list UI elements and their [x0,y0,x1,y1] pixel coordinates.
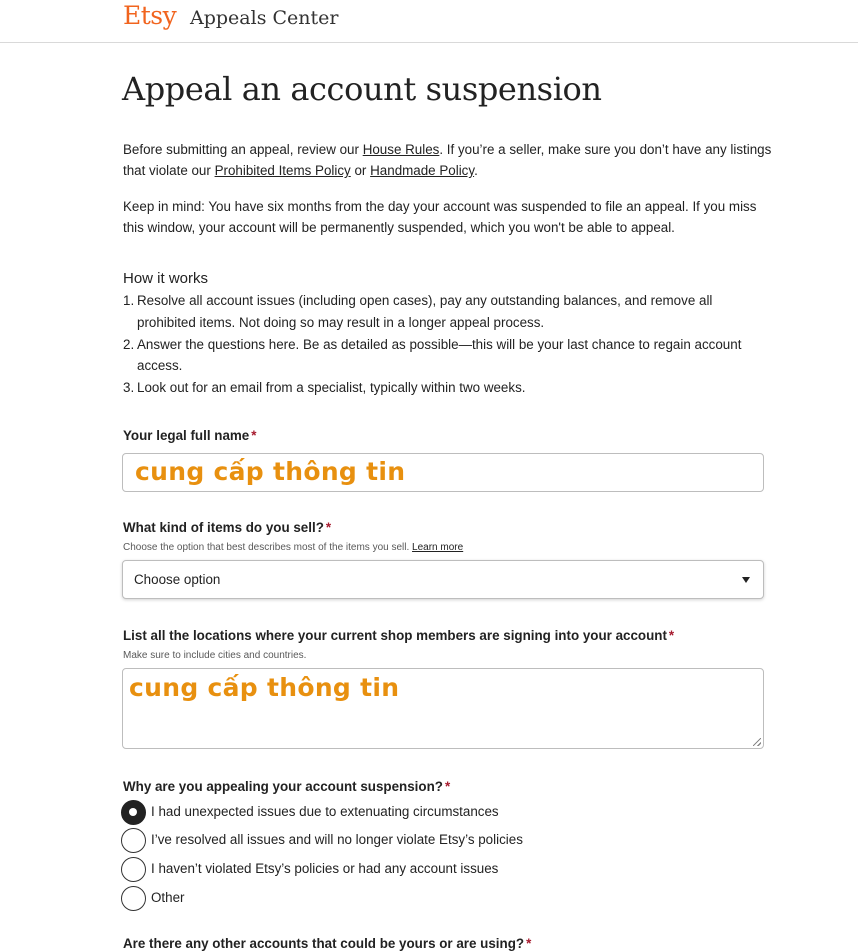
etsy-logo[interactable]: Etsy [123,1,177,30]
learn-more-link[interactable]: Learn more [412,542,464,553]
overlay-annotation-text: cung cấp thông tin [129,673,400,702]
label-text: List all the locations where your current shop members are signing into your account [123,628,667,643]
locations-hint: Make sure to include cities and countries. [123,650,307,661]
how-it-works-steps [123,290,763,399]
how-it-works-title: How it works [123,270,209,287]
reason-label [123,779,450,794]
required-mark: * [668,628,675,643]
radio-label[interactable]: I haven’t violated Etsy’s policies or had any account issues [151,861,499,876]
hint-text: Choose the option that best describes most of the items you sell. [123,542,410,553]
step-item [123,334,763,377]
radio-button[interactable] [121,828,146,853]
step-number: 3. [123,380,135,395]
house-rules-link[interactable]: House Rules [362,142,440,157]
items-sold-label [123,520,331,535]
items-sold-hint [123,542,463,553]
radio-label[interactable]: I had unexpected issues due to extenuating circumstances [151,804,499,819]
label-text: Why are you appealing your account suspension? [123,779,443,794]
page-title: Appeal an account suspension [122,70,602,108]
radio-label[interactable]: I’ve resolved all issues and will no longer violate Etsy’s policies [151,832,523,847]
prohibited-items-policy-link[interactable]: Prohibited Items Policy [214,163,351,178]
required-mark: * [325,520,332,535]
intro-text: or [350,163,371,178]
handmade-policy-link[interactable]: Handmade Policy [370,163,475,178]
label-text: Your legal full name [123,428,250,443]
step-text: Resolve all account issues (including open cases), pay any outstanding balances, and remove all prohibited items. Not doing so may result in a longer appeal process. [137,293,713,330]
intro-text: . [474,163,478,178]
radio-button[interactable] [121,886,146,911]
step-item [123,377,763,399]
legal-name-label [123,428,256,443]
intro-text: Before submitting an appeal, review our [123,142,363,157]
header-title: Appeals Center [190,7,339,29]
step-text: Answer the questions here. Be as detailed as possible—this will be your last chance to regain account access. [137,336,742,373]
select-value: Choose option [134,572,221,587]
step-number: 2. [123,336,135,352]
legal-name-input[interactable] [122,453,764,492]
radio-label[interactable]: Other [151,890,185,905]
overlay-annotation-text: cung cấp thông tin [135,457,406,486]
required-mark: * [526,936,532,951]
required-mark: * [251,428,257,443]
step-text: Look out for an email from a specialist, typically within two weeks. [137,380,526,395]
caret-down-icon [742,577,750,583]
locations-label [123,628,674,643]
label-text: What kind of items do you sell? [123,520,324,535]
intro-text: . If you’re a seller, make sure you don’t have any listings that violate our [123,142,772,178]
items-sold-select[interactable] [122,560,764,599]
deadline-notice: Keep in mind: You have six months from the day your account was suspended to file an appeal. If you miss this window, your account will be permanently suspended, which you won't be able to appeal. [123,199,757,235]
radio-button[interactable] [121,800,146,825]
label-text: Are there any other accounts that could be yours or are using? [123,936,525,951]
app-header [0,0,858,43]
step-item [123,290,763,333]
intro-paragraph [123,139,773,181]
step-number: 1. [123,293,135,308]
required-mark: * [444,779,451,794]
resize-handle-icon[interactable] [753,738,761,746]
radio-button[interactable] [121,857,146,882]
locations-textarea[interactable] [122,668,764,749]
